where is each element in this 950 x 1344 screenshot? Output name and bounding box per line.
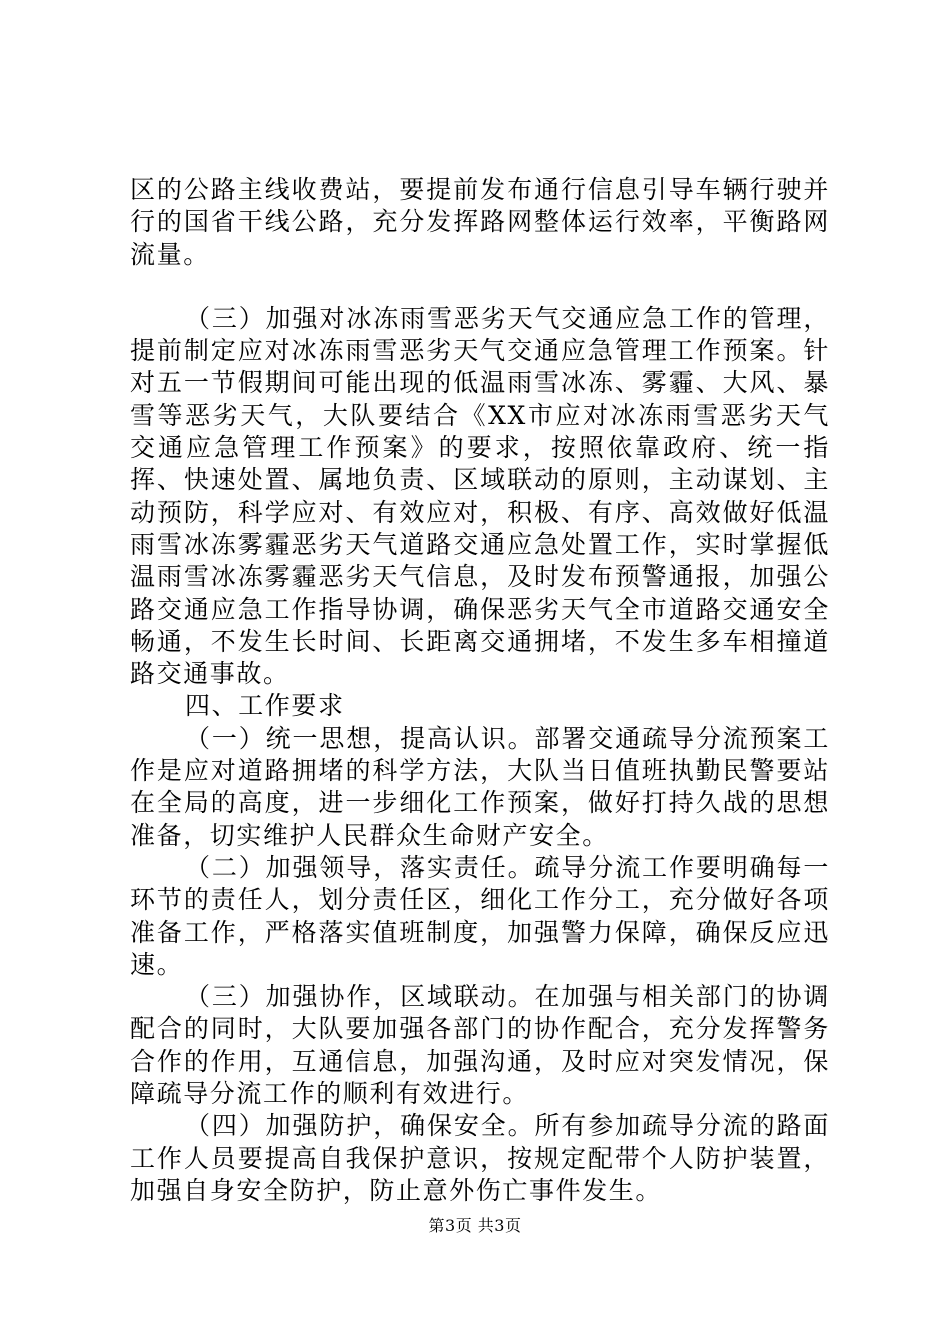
paragraph-continuation: 区的公路主线收费站，要提前发布通行信息引导车辆行驶并行的国省干线公路，充分发挥路网整体运行效率，平衡路网流量。 [130, 175, 830, 269]
document-body [130, 174, 830, 1207]
page-number-footer: 第3页 共3页 [428, 1216, 522, 1235]
paragraph-section-3-weather: （三）加强对冰冻雨雪恶劣天气交通应急工作的管理，提前制定应对冰冻雨雪恶劣天气交通应急管理工作预案。针对五一节假期间可能出现的低温雨雪冰冻、雾霾、大风、暴雪等恶劣天气，大队要结合《XX市应对冰冻雨雪恶劣天气交通应急管理工作预案》的要求，按照依靠政府、统一指挥、快速处置、属地负责、区域联动的原则，主动谋划、主动预防，科学应对、有效应对，积极、有序、高效做好低温雨雪冰冻雾霾恶劣天气道路交通应急处置工作，实时掌握低温雨雪冰冻雾霾恶劣天气信息，及时发布预警通报，加强公路交通应急工作指导协调，确保恶劣天气全市道路交通安全畅通，不发生长时间、长距离交通拥堵，不发生多车相撞道路交通事故。 [130, 303, 830, 689]
section-heading-work-requirements: 四、工作要求 [185, 691, 345, 721]
paragraph-requirement-2: （二）加强领导，落实责任。疏导分流工作要明确每一环节的责任人，划分责任区，细化工作分工，充分做好各项准备工作，严格落实值班制度，加强警力保障，确保反应迅速。 [130, 852, 830, 979]
paragraph-requirement-1: （一）统一思想，提高认识。部署交通疏导分流预案工作是应对道路拥堵的科学方法，大队当日值班执勤民警要站在全局的高度，进一步细化工作预案，做好打持久战的思想准备，切实维护人民群众生命财产安全。 [130, 723, 830, 850]
paragraph-requirement-3: （三）加强协作，区域联动。在加强与相关部门的协调配合的同时，大队要加强各部门的协作配合，充分发挥警务合作的作用，互通信息，加强沟通，及时应对突发情况，保障疏导分流工作的顺利有效进行。 [130, 982, 830, 1109]
paragraph-requirement-4: （四）加强防护，确保安全。所有参加疏导分流的路面工作人员要提高自我保护意识，按规定配带个人防护装置，加强自身安全防护，防止意外伤亡事件发生。 [130, 1111, 830, 1205]
